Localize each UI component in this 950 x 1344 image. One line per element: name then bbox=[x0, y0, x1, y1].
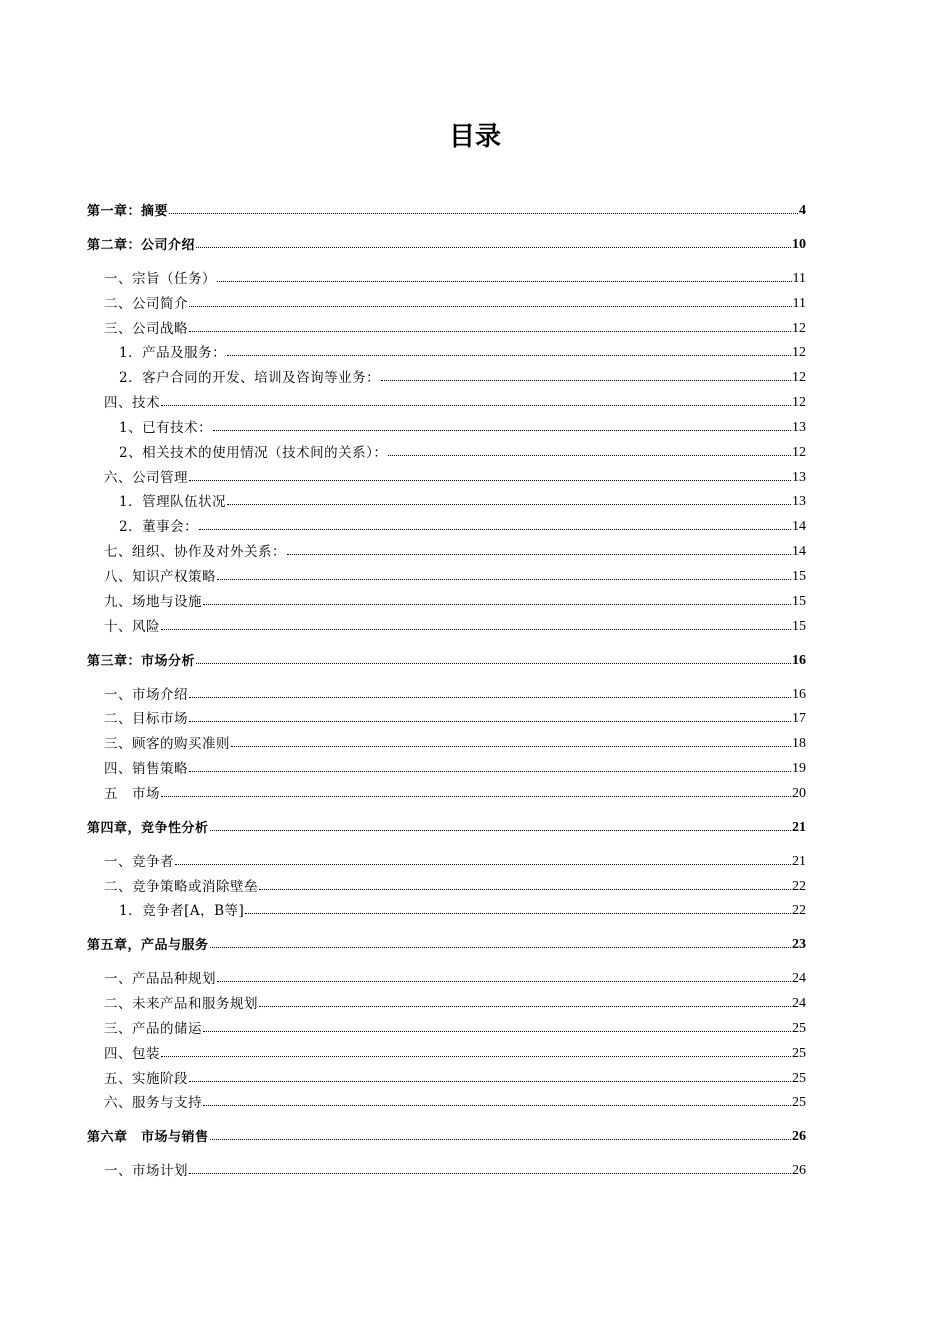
toc-page-number: 14 bbox=[792, 544, 806, 560]
dot-leader bbox=[203, 1104, 791, 1106]
toc-page-number: 4 bbox=[799, 203, 806, 218]
toc-entry-label: 第五章，产品与服务 bbox=[87, 938, 209, 954]
toc-entry[interactable] bbox=[87, 436, 806, 461]
toc-page-number: 17 bbox=[792, 711, 806, 727]
toc-entry-label: 四、技术 bbox=[104, 395, 160, 412]
toc-entry[interactable] bbox=[87, 361, 806, 386]
toc-entry[interactable] bbox=[87, 1012, 806, 1037]
dot-leader bbox=[227, 354, 791, 356]
toc-entry-label: 一、宗旨（任务） bbox=[104, 270, 216, 287]
toc-entry-label: 2．董事会： bbox=[119, 519, 199, 536]
toc-page-number: 21 bbox=[792, 819, 806, 835]
dot-leader bbox=[161, 628, 791, 630]
toc-page-number: 24 bbox=[792, 996, 806, 1012]
toc-entry-label: 1．产品及服务： bbox=[119, 345, 227, 362]
toc-page-number: 12 bbox=[792, 320, 806, 336]
toc-chapter-entry[interactable] bbox=[87, 644, 806, 669]
toc-entry[interactable] bbox=[87, 678, 806, 703]
toc-page-number: 25 bbox=[792, 1095, 806, 1111]
toc-entry-label: 一、产品品种规划 bbox=[104, 971, 216, 988]
toc-page-number: 22 bbox=[792, 878, 806, 894]
toc-entry-label: 二、竞争策略或消除壁垒 bbox=[104, 878, 258, 895]
toc-chapter-entry[interactable] bbox=[87, 228, 806, 253]
toc-entry-label: 四、销售策略 bbox=[104, 761, 188, 778]
toc-entry[interactable] bbox=[87, 703, 806, 728]
toc-entry[interactable] bbox=[87, 411, 806, 436]
toc-entry-label: 二、公司简介 bbox=[104, 295, 188, 312]
dot-leader bbox=[210, 946, 791, 948]
toc-entry[interactable] bbox=[87, 962, 806, 987]
toc-entry-label: 四、包装 bbox=[104, 1045, 160, 1062]
toc-entry-label: 七、组织、协作及对外关系： bbox=[104, 544, 286, 561]
toc-entry-label: 二、目标市场 bbox=[104, 711, 188, 728]
dot-leader bbox=[189, 1080, 791, 1082]
toc-entry-label: 二、未来产品和服务规划 bbox=[104, 996, 258, 1013]
dot-leader bbox=[199, 528, 791, 530]
toc-page-number: 16 bbox=[792, 686, 806, 702]
toc-entry-label: 八、知识产权策略 bbox=[104, 568, 216, 585]
table-of-contents bbox=[87, 194, 806, 1179]
dot-leader bbox=[203, 1030, 791, 1032]
toc-entry[interactable] bbox=[87, 727, 806, 752]
toc-page-number: 12 bbox=[792, 444, 806, 460]
dot-leader bbox=[231, 745, 791, 747]
toc-entry-label: 六、公司管理 bbox=[104, 469, 188, 486]
toc-entry[interactable] bbox=[87, 1062, 806, 1087]
toc-page-number: 13 bbox=[792, 469, 806, 485]
toc-entry-label: 五、实施阶段 bbox=[104, 1070, 188, 1087]
toc-page-number: 14 bbox=[792, 519, 806, 535]
toc-page-number: 15 bbox=[792, 618, 806, 634]
dot-leader bbox=[196, 246, 791, 248]
toc-page-number: 18 bbox=[792, 736, 806, 752]
dot-leader bbox=[161, 404, 791, 406]
toc-entry[interactable] bbox=[87, 510, 806, 535]
toc-entry-label: 一、竞争者 bbox=[104, 853, 174, 870]
dot-leader bbox=[259, 1005, 791, 1007]
toc-page-number: 23 bbox=[792, 937, 806, 953]
dot-leader bbox=[210, 1138, 791, 1140]
toc-chapter-entry[interactable] bbox=[87, 194, 806, 219]
dot-leader bbox=[189, 720, 791, 722]
dot-leader bbox=[287, 553, 791, 555]
toc-entry-label: 一、市场介绍 bbox=[104, 686, 188, 703]
dot-leader bbox=[189, 479, 791, 481]
toc-entry-label: 第四章，竞争性分析 bbox=[87, 820, 209, 836]
dot-leader bbox=[259, 888, 791, 890]
toc-page-number: 24 bbox=[792, 971, 806, 987]
toc-chapter-entry[interactable] bbox=[87, 811, 806, 836]
toc-entry-label: 1．管理队伍状况 bbox=[119, 494, 227, 511]
toc-page-number: 12 bbox=[792, 395, 806, 411]
toc-page-number: 15 bbox=[792, 568, 806, 584]
toc-page-number: 22 bbox=[792, 903, 806, 919]
toc-entry[interactable] bbox=[87, 845, 806, 870]
toc-entry-label: 十、风险 bbox=[104, 618, 160, 635]
toc-entry-label: 九、场地与设施 bbox=[104, 593, 202, 610]
toc-entry[interactable] bbox=[87, 262, 806, 287]
dot-leader bbox=[189, 696, 791, 698]
toc-entry-label: 1．竞争者[A，B等] bbox=[119, 903, 245, 920]
dot-leader bbox=[189, 1172, 791, 1174]
toc-entry-label: 五 市场 bbox=[104, 785, 160, 802]
toc-page-number: 10 bbox=[792, 237, 806, 252]
dot-leader bbox=[217, 980, 791, 982]
toc-entry[interactable] bbox=[87, 585, 806, 610]
dot-leader bbox=[189, 305, 792, 307]
dot-leader bbox=[189, 330, 791, 332]
toc-entry[interactable] bbox=[87, 1154, 806, 1179]
toc-entry-label: 第一章：摘要 bbox=[87, 204, 169, 219]
dot-leader bbox=[203, 603, 791, 605]
toc-entry[interactable] bbox=[87, 752, 806, 777]
toc-page-number: 15 bbox=[792, 593, 806, 609]
toc-entry-label: 第六章 市场与销售 bbox=[87, 1130, 209, 1146]
dot-leader bbox=[161, 795, 791, 797]
toc-page-number: 11 bbox=[792, 295, 806, 311]
toc-entry-label: 第三章：市场分析 bbox=[87, 653, 196, 669]
dot-leader bbox=[161, 1055, 791, 1057]
toc-page-number: 21 bbox=[792, 853, 806, 869]
toc-entry-label: 一、市场计划 bbox=[104, 1163, 188, 1180]
toc-entry[interactable] bbox=[87, 1087, 806, 1112]
toc-entry[interactable] bbox=[87, 287, 806, 312]
toc-page-number: 19 bbox=[792, 761, 806, 777]
toc-entry[interactable] bbox=[87, 560, 806, 585]
toc-page-number: 11 bbox=[792, 270, 806, 286]
toc-page-number: 13 bbox=[792, 494, 806, 510]
dot-leader bbox=[210, 829, 791, 831]
toc-entry[interactable] bbox=[87, 486, 806, 511]
toc-entry[interactable] bbox=[87, 312, 806, 337]
dot-leader bbox=[227, 503, 791, 505]
toc-entry[interactable] bbox=[87, 1037, 806, 1062]
toc-page-number: 26 bbox=[792, 1129, 806, 1145]
toc-entry[interactable] bbox=[87, 777, 806, 802]
dot-leader bbox=[217, 578, 791, 580]
toc-page-number: 12 bbox=[792, 370, 806, 386]
toc-entry[interactable] bbox=[87, 535, 806, 560]
toc-entry-label: 三、顾客的购买准则 bbox=[104, 736, 230, 753]
toc-page-number: 13 bbox=[792, 419, 806, 435]
toc-page-number: 26 bbox=[792, 1163, 806, 1179]
dot-leader bbox=[381, 379, 791, 381]
toc-entry[interactable] bbox=[87, 987, 806, 1012]
toc-entry-label: 2．客户合同的开发、培训及咨询等业务： bbox=[119, 370, 381, 387]
toc-entry[interactable] bbox=[87, 870, 806, 895]
dot-leader bbox=[388, 454, 791, 456]
toc-entry-label: 三、产品的储运 bbox=[104, 1020, 202, 1037]
toc-page-number: 25 bbox=[792, 1045, 806, 1061]
toc-page-number: 25 bbox=[792, 1070, 806, 1086]
toc-entry-label: 三、公司战略 bbox=[104, 320, 188, 337]
dot-leader bbox=[217, 280, 792, 282]
toc-page-number: 16 bbox=[792, 652, 806, 668]
toc-entry-label: 六、服务与支持 bbox=[104, 1095, 202, 1112]
dot-leader bbox=[175, 863, 791, 865]
toc-entry[interactable] bbox=[87, 461, 806, 486]
toc-page-number: 12 bbox=[792, 345, 806, 361]
dot-leader bbox=[189, 770, 791, 772]
toc-entry[interactable] bbox=[87, 386, 806, 411]
toc-entry[interactable] bbox=[87, 337, 806, 362]
toc-entry[interactable] bbox=[87, 610, 806, 635]
toc-page-number: 25 bbox=[792, 1020, 806, 1036]
dot-leader bbox=[213, 429, 791, 431]
toc-entry-label: 第二章：公司介绍 bbox=[87, 238, 196, 253]
toc-chapter-entry[interactable] bbox=[87, 928, 806, 953]
dot-leader bbox=[169, 212, 798, 214]
dot-leader bbox=[245, 912, 791, 914]
toc-entry[interactable] bbox=[87, 895, 806, 920]
toc-chapter-entry[interactable] bbox=[87, 1120, 806, 1145]
toc-entry-label: 1、已有技术： bbox=[119, 419, 213, 436]
dot-leader bbox=[196, 662, 791, 664]
toc-entry-label: 2、相关技术的使用情况（技术间的关系）： bbox=[119, 444, 388, 461]
toc-page-number: 20 bbox=[792, 785, 806, 801]
page-title: 目录 bbox=[448, 122, 501, 152]
